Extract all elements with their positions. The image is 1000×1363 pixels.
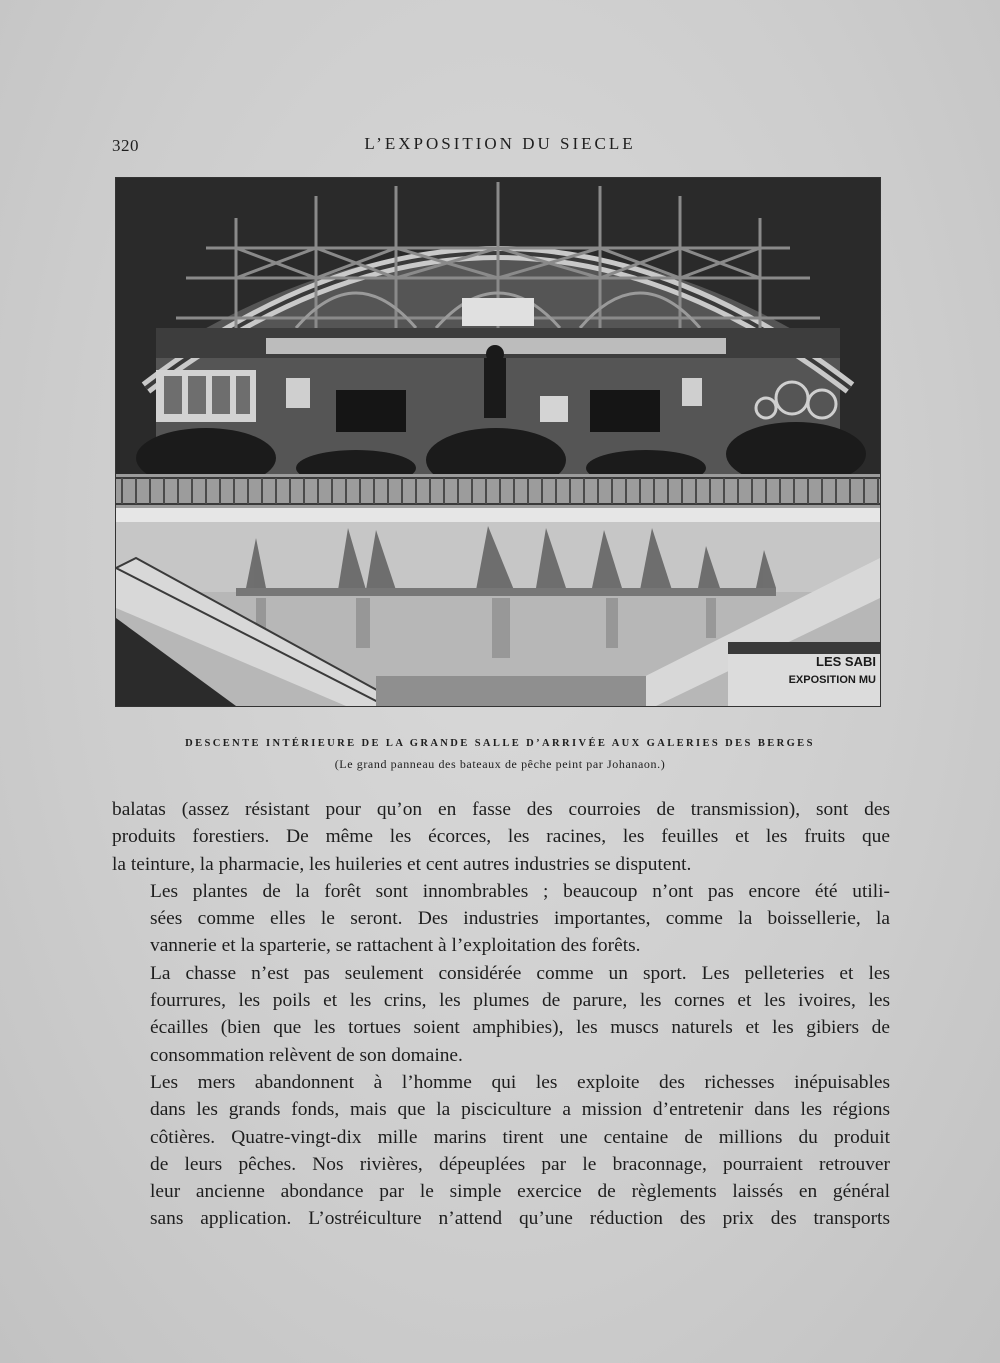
photograph-plate	[116, 178, 880, 706]
paragraph	[112, 960, 890, 1069]
text-line: fourrures, les poils et les crins, les plumes de parure, les cornes et les ivoires, les	[150, 990, 890, 1012]
text-line: sans application. L’ostréiculture n’attend qu’une réduction des prix des transports	[150, 1208, 890, 1230]
running-title: L’EXPOSITION DU SIECLE	[364, 134, 636, 153]
text-line: de leurs pêches. Nos rivières, dépeuplées par le braconnage, pourraient retrouver	[150, 1153, 890, 1175]
text-line: consommation relèvent de son domaine.	[150, 1044, 463, 1066]
text-line: produits forestiers. De même les écorces, les racines, les feuilles et les fruits que	[112, 826, 890, 848]
figure-subcaption: (Le grand panneau des bateaux de pêche peint par Johanaon.)	[334, 757, 666, 771]
text-line: dans les grands fonds, mais que la pisciculture a mission d’entretenir dans les régions	[150, 1099, 890, 1121]
text-line: Les mers abandonnent à l’homme qui les exploite des richesses inépuisables	[150, 1071, 890, 1093]
text-line: vannerie et la sparterie, se rattachent à l’exploitation des forêts.	[150, 935, 641, 957]
text-line: la teinture, la pharmacie, les huileries et cent autres industries se disputent.	[112, 853, 692, 875]
sign-text-line1: LES SABI	[816, 654, 876, 669]
text-line: balatas (assez résistant pour qu’on en fasse des courroies de transmission), sont des	[112, 799, 890, 820]
text-line: La chasse n’est pas seulement considérée comme un sport. Les pelleteries et les	[150, 962, 890, 984]
paragraph	[112, 1069, 890, 1233]
text-line: sées comme elles le seront. Des industries importantes, comme la boissellerie, la	[150, 908, 890, 930]
body-text	[112, 796, 890, 1233]
sign-text-line2: EXPOSITION MU	[788, 674, 876, 686]
text-line: leur ancienne abondance par le simple exercice de règlements laissés en général	[150, 1181, 890, 1203]
text-line: Les plantes de la forêt sont innombrables ; beaucoup n’ont pas encore été utili-	[150, 880, 890, 902]
page-number: 320	[112, 136, 139, 155]
text-line: côtières. Quatre-vingt-dix mille marins tirent une centaine de millions du produit	[150, 1126, 890, 1148]
text-line: écailles (bien que les tortues soient amphibies), les muscs naturels et les gibiers de	[150, 1017, 890, 1039]
paragraph	[112, 796, 890, 878]
paragraph	[112, 878, 890, 960]
exhibition-hall-photograph	[116, 178, 880, 706]
figure-caption: DESCENTE INTÉRIEURE DE LA GRANDE SALLE D’ARRIVÉE AUX GALERIES DES BERGES	[185, 738, 815, 749]
